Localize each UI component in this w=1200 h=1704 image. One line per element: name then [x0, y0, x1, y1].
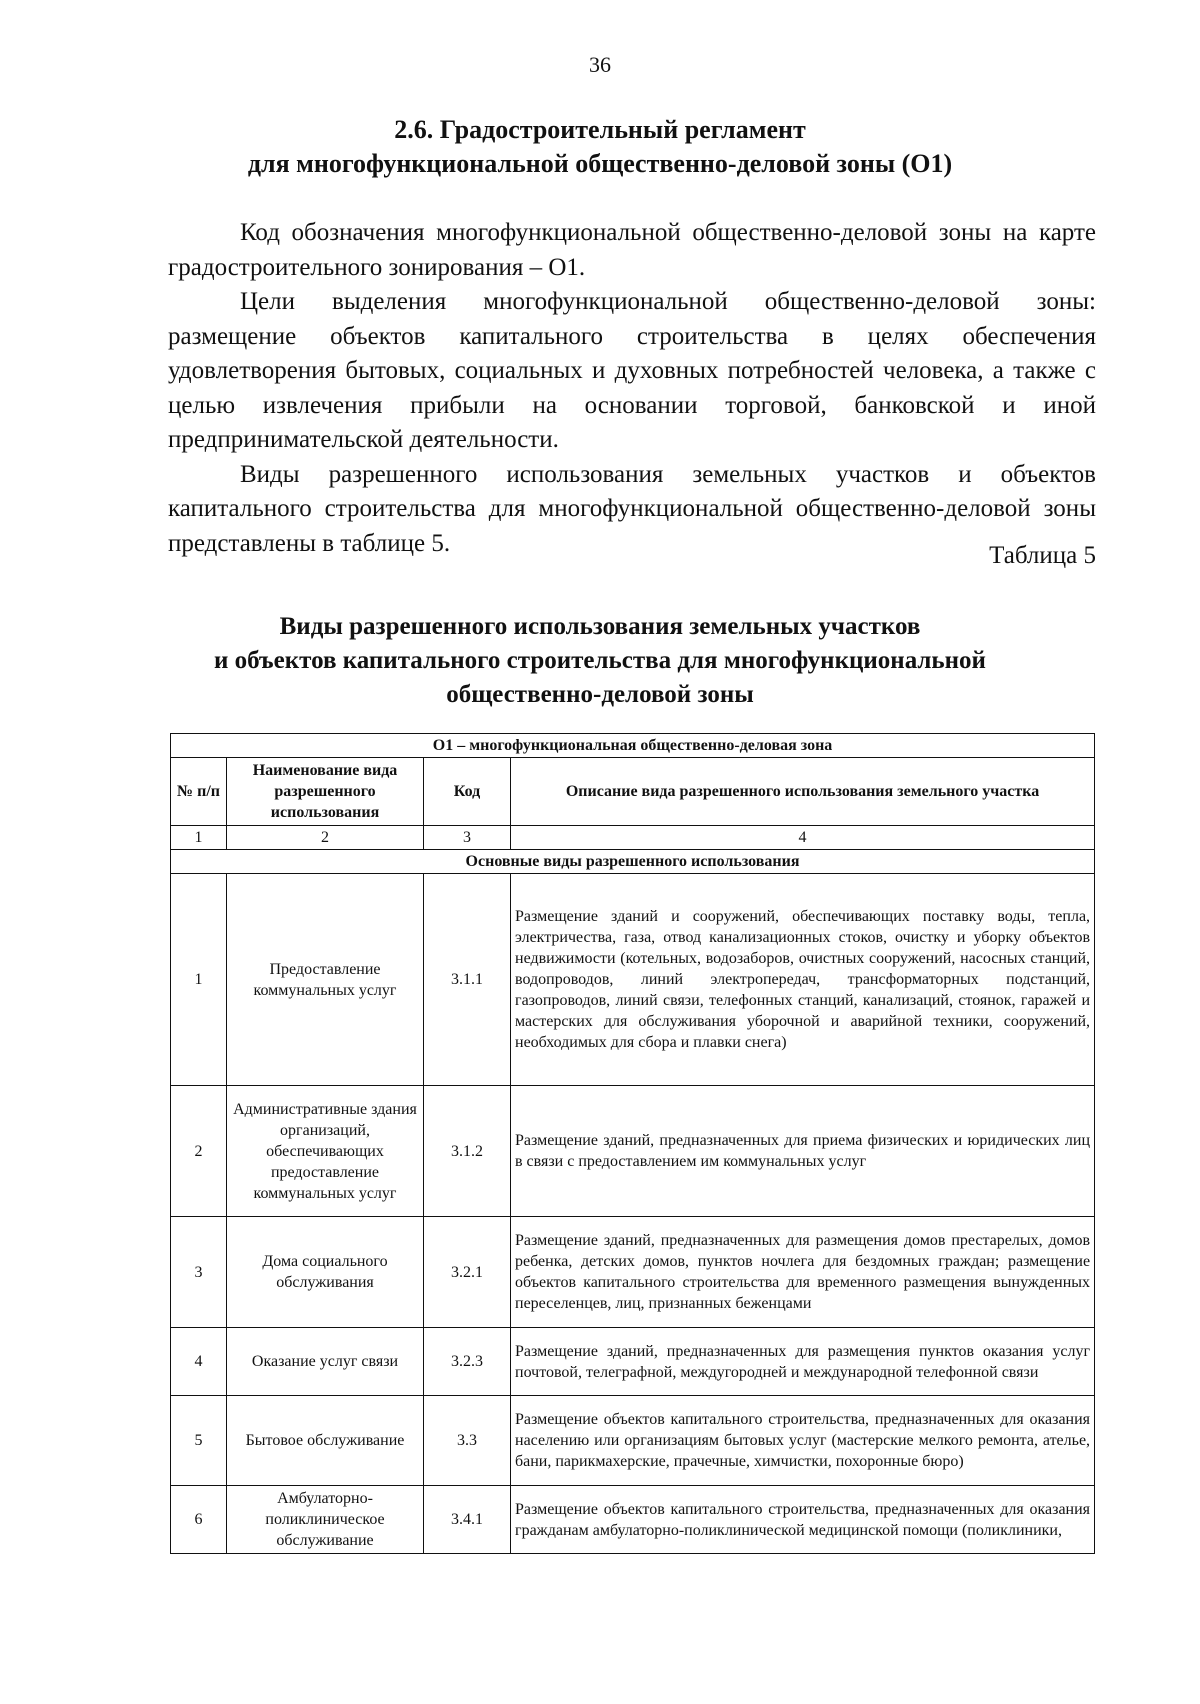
header-num: № п/п: [171, 758, 227, 826]
row-name: Амбулаторно-поликлиническое обслуживание: [227, 1486, 424, 1554]
column-number: 1: [171, 826, 227, 850]
row-name: Бытовое обслуживание: [227, 1396, 424, 1486]
row-code: 3.1.1: [424, 874, 511, 1086]
column-header-row: [171, 758, 1095, 826]
section-label: Основные виды разрешенного использования: [171, 850, 1095, 874]
row-num: 5: [171, 1396, 227, 1486]
column-number: 4: [511, 826, 1095, 850]
row-desc: Размещение зданий и сооружений, обеспечивающих поставку воды, тепла, электричества, газа, отвод канализационных стоков, очистку и уборку объектов недвижимости (котельных, водозаборов, очистных сооружений, насосных станций, водопроводов, линий электропередач, трансформаторных подстанций, газопроводов, линий связи, телефонных станций, канализаций, стоянок, гаражей и мастерских для обслуживания уборочной и аварийной техники, сооружений, необходимых для сбора и плавки снега): [511, 874, 1095, 1086]
row-name: Предоставление коммунальных услуг: [227, 874, 424, 1086]
row-code: 3.2.3: [424, 1328, 511, 1396]
row-code: 3.3: [424, 1396, 511, 1486]
body-text: [168, 216, 1096, 561]
table-row: [171, 1328, 1095, 1396]
zone-header: О1 – многофункциональная общественно-деловая зона: [171, 734, 1095, 758]
header-name: Наименование вида разрешенного использования: [227, 758, 424, 826]
column-number: 2: [227, 826, 424, 850]
table-row: [171, 1086, 1095, 1217]
table-title-line-2: и объектов капитального строительства для многофункциональной: [214, 647, 986, 674]
table-title: [0, 610, 1200, 712]
permitted-use-table: [170, 733, 1095, 1554]
column-number: 3: [424, 826, 511, 850]
table-row: [171, 1486, 1095, 1554]
page-number: 36: [589, 52, 611, 77]
table-row: [171, 1396, 1095, 1486]
header-desc: Описание вида разрешенного использования земельного участка: [511, 758, 1095, 826]
row-code: 3.1.2: [424, 1086, 511, 1217]
paragraph-zone-goals: Цели выделения многофункциональной общественно-деловой зоны: размещение объектов капитального строительства в целях обеспечения удовлетворения бытовых, социальных и духовных потребностей человека, а также с целью извлечения прибыли на основании торговой, банковской и иной предпринимательской деятельности.: [168, 288, 1096, 453]
section-heading: [0, 113, 1200, 181]
table-title-line-1: Виды разрешенного использования земельных участков: [279, 613, 921, 640]
section-heading-line-1: 2.6. Градостроительный регламент: [394, 115, 806, 144]
row-num: 4: [171, 1328, 227, 1396]
row-num: 2: [171, 1086, 227, 1217]
row-name: Административные здания организаций, обеспечивающих предоставление коммунальных услуг: [227, 1086, 424, 1217]
row-name: Оказание услуг связи: [227, 1328, 424, 1396]
row-num: 6: [171, 1486, 227, 1554]
section-heading-line-2: для многофункциональной общественно-деловой зоны (О1): [247, 149, 953, 178]
row-num: 3: [171, 1217, 227, 1328]
row-desc: Размещение объектов капитального строительства, предназначенных для оказания гражданам амбулаторно-поликлинической медицинской помощи (поликлиники,: [511, 1486, 1095, 1554]
row-name: Дома социального обслуживания: [227, 1217, 424, 1328]
row-desc: Размещение объектов капитального строительства, предназначенных для оказания населению или организациям бытовых услуг (мастерские мелкого ремонта, ателье, бани, парикмахерские, прачечные, химчистки, похоронные бюро): [511, 1396, 1095, 1486]
row-code: 3.2.1: [424, 1217, 511, 1328]
row-desc: Размещение зданий, предназначенных для приема физических и юридических лиц в связи с предоставлением им коммунальных услуг: [511, 1086, 1095, 1217]
row-code: 3.4.1: [424, 1486, 511, 1554]
header-code: Код: [424, 758, 511, 826]
row-num: 1: [171, 874, 227, 1086]
table-row: [171, 874, 1095, 1086]
table-title-line-3: общественно-деловой зоны: [446, 681, 754, 708]
row-desc: Размещение зданий, предназначенных для размещения домов престарелых, домов ребенка, детских домов, пунктов ночлега для бездомных граждан; размещение объектов капитального строительства для временного размещения вынужденных переселенцев, лиц, признанных беженцами: [511, 1217, 1095, 1328]
table-caption: Таблица 5: [989, 542, 1096, 569]
paragraph-table-reference: Виды разрешенного использования земельных участков и объектов капитального строительства для многофункциональной общественно-деловой зоны представлены в таблице 5.: [168, 460, 1096, 557]
section-row: [171, 850, 1095, 874]
paragraph-zone-code: Код обозначения многофункциональной общественно-деловой зоны на карте градостроительного зонирования – О1.: [168, 219, 1096, 281]
column-number-row: [171, 826, 1095, 850]
zone-header-row: [171, 734, 1095, 758]
row-desc: Размещение зданий, предназначенных для размещения пунктов оказания услуг почтовой, телеграфной, междугородней и международной телефонной связи: [511, 1328, 1095, 1396]
table-row: [171, 1217, 1095, 1328]
